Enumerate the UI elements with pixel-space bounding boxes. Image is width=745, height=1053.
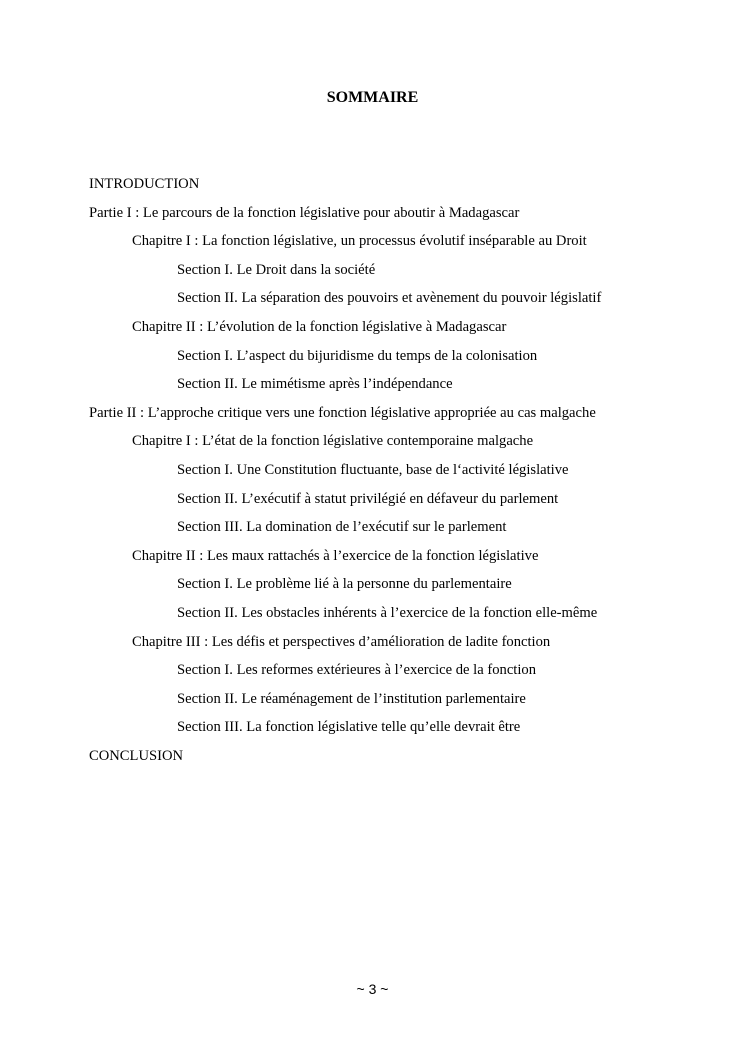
toc-p1-c1-section-1: Section I. Le Droit dans la société [177,261,376,278]
table-of-contents [89,174,729,774]
toc-introduction: INTRODUCTION [89,176,200,192]
toc-partie-2: Partie II : L’approche critique vers une fonction législative appropriée au cas malgache [89,404,596,421]
toc-partie-1: Partie I : Le parcours de la fonction législative pour aboutir à Madagascar [89,204,520,221]
toc-p1-c2-section-1: Section I. L’aspect du bijuridisme du temps de la colonisation [177,347,538,364]
page-number: ~ 3 ~ [356,981,389,997]
toc-p1-chapitre-1: Chapitre I : La fonction législative, un processus évolutif inséparable au Droit [132,233,587,250]
toc-p2-chapitre-3: Chapitre III : Les défis et perspectives d’amélioration de ladite fonction [132,633,551,650]
toc-p1-c2-section-2: Section II. Le mimétisme après l’indépendance [177,376,453,393]
toc-p2-c1-section-2: Section II. L’exécutif à statut privilégié en défaveur du parlement [177,490,559,507]
toc-p2-c1-section-1: Section I. Une Constitution fluctuante, base de l‘activité législative [177,461,569,478]
toc-p2-chapitre-2: Chapitre II : Les maux rattachés à l’exercice de la fonction législative [132,547,539,564]
toc-p1-chapitre-2: Chapitre II : L’évolution de la fonction législative à Madagascar [132,318,507,335]
toc-p2-chapitre-1: Chapitre I : L’état de la fonction législative contemporaine malgache [132,433,534,450]
toc-p2-c1-section-3: Section III. La domination de l’exécutif sur le parlement [177,519,507,536]
toc-conclusion: CONCLUSION [89,747,184,764]
toc-p2-c2-section-1: Section I. Le problème lié à la personne du parlementaire [177,576,512,593]
toc-p2-c3-section-2: Section II. Le réaménagement de l’institution parlementaire [177,690,526,707]
toc-p2-c3-section-3: Section III. La fonction législative telle qu’elle devrait être [177,719,521,736]
toc-p2-c2-section-2: Section II. Les obstacles inhérents à l’exercice de la fonction elle-même [177,604,598,621]
toc-p1-c1-section-2: Section II. La séparation des pouvoirs et avènement du pouvoir législatif [177,290,602,307]
toc-p2-c3-section-1: Section I. Les reformes extérieures à l’exercice de la fonction [177,662,536,679]
page-title: SOMMAIRE [326,89,419,106]
